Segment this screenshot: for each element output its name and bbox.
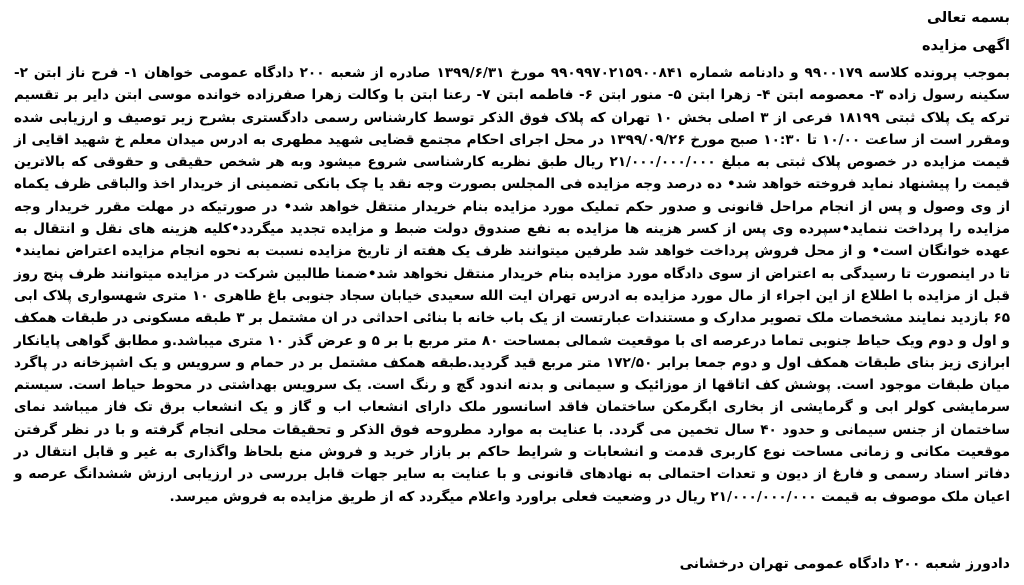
document-body: بموجب پرونده کلاسه ۹۹۰۰۱۷۹ و دادنامه شماره ۹۹۰۹۹۷۰۲۱۵۹۰۰۸۴۱ مورخ ۱۳۹۹/۶/۳۱ صادره از شعبه ۲۰۰ دادگاه عمومی خواهان ۱- فرح ناز ابتن ۲- سکینه رسول زاده ۳- معصومه ابتن ۴- زهرا ابتن ۵- منور ابتن ۶- فاطمه ابتن ۷- رعنا ابتن با وکالت زهرا صفرزاده خوانده موسی ابتن دایر بر تقسیم ترکه یک پلاک ثبتی ۱۸۱۹۹ فرعی از ۳ اصلی بخش ۱۰ تهران که پلاک فوق الذکر توسط کارشناس رسمی دادگستری بشرح زیر توصیف و ارزیابی شده ومقرر است از ساعت ۱۰/۰۰ تا ۱۰:۳۰ صبح مورخ ۱۳۹۹/۰۹/۲۶ در محل اجرای احکام مجتمع قضایی شهید مطهری به ادرس میدان معلم خ شهید اقایی از قیمت مزایده در خصوص پلاک ثبتی به مبلغ ۲۱/۰۰۰/۰۰۰/۰۰۰ ریال طبق نظریه کارشناسی شروع میشود وبه هر شخص حقیقی و حقوقی که بالاترین قیمت را پیشنهاد نماید فروخته خواهد شد• ده درصد وجه مزایده فی المجلس بصورت وجه نقد یا چک بانکی تضمینی از خریدار اخذ والباقی ظرف یکماه از وی وصول و پس از انجام مراحل قانونی و صدور حکم تملیک مورد مزایده بنام خریدار منتقل خواهد شد• در صورتیکه در مهلت مقرر خریدار وجه مزایده را پرداخت ننماید•سپرده وی پس از کسر هزینه ها مزایده به نفع صندوق دولت ضبط و مزایده تجدید میگردد•کلیه هزینه های نقل و انتقال به عهده خوانگان است• و از محل فروش پرداخت خواهد شد طرفین میتوانند ظرف یک هفته از تاریخ مزایده نسبت به نحوه انجام مزایده اعتراض نمایند• تا در اینصورت تا رسیدگی به اعتراض از سوی دادگاه مورد مزایده بنام خریدار منتقل نخواهد شد•ضمنا طالبین شرکت در مزایده میتوانند ظرف پنج روز قبل از مزایده با اطلاع از این اجراء از مال مورد مزایده به ادرس تهران ایت الله سعیدی خیابان سجاد جنوبی باغ طاهری ۱۰ متری شهسواری پلاک ابی ۶۵ بازدید نمایند مشخصات ملک تصویر مدارک و مستندات عبارتست از یک باب خانه با بنائی احداثی در ان مشتمل بر ۳ طبقه مسکونی در طبقات همکف و اول و دوم ویک حیاط جنوبی تماما درعرصه ای با موقعیت شمالی بمساحت ۸۰ متر مربع با بر ۵ و عرض گذر ۱۰ متری میباشد.و مطابق گواهی پایانکار ابرازی زیز بنای طبقات همکف اول و دوم جمعا برابر ۱۷۲/۵۰ متر مربع قید گردید.طبقه همکف مشتمل بر در حمام و سرویس و یک اشپزخانه در پاگرد میان طبقات موجود است. پوشش کف اتاقها از موزائیک و سیمانی و بدنه اندود گچ و رنگ است. یک سرویس بهداشتی در محوط حیاط است. سیستم سرمایشی کولر ابی و گرمایشی از بخاری ابگرمکن ساختمان فاقد اسانسور ملک دارای انشعاب اب و گاز و یک انشعاب برق تک فاز میباشد نمای ساختمان از جنس سیمانی و حدود ۴۰ سال تخمین می گردد. با عنایت به موارد مطروحه فوق الذکر و تحقیقات محلی انجام گرفته و با در نظر گرفتن موقعیت مکانی و زمانی مساحت نوع کاربری قدمت و انشعابات و شرایط حاکم بر بازار خرید و فروش منع بلحاظ واگذاری به غیر و قابل انتقال در دفاتر اسناد رسمی و فارغ از دیون و تعدات احتمالی به نهادهای قانونی و با عنایت به سایر جهات قابل بررسی در ارزیابی ارزش ششدانگ عرصه و اعیان ملک موصوف به قیمت ۲۱/۰۰۰/۰۰۰/۰۰۰ ریال در وضعیت فعلی براورد واعلام میگردد که از طریق مزایده به فروش میرسد.: [14, 65, 1010, 505]
document-title: اگهی مزایده: [921, 38, 1010, 54]
document-signature: دادورز شعبه ۲۰۰ دادگاه عمومی تهران درخشانی: [679, 556, 1010, 572]
document-heading: بسمه تعالی: [927, 10, 1010, 26]
